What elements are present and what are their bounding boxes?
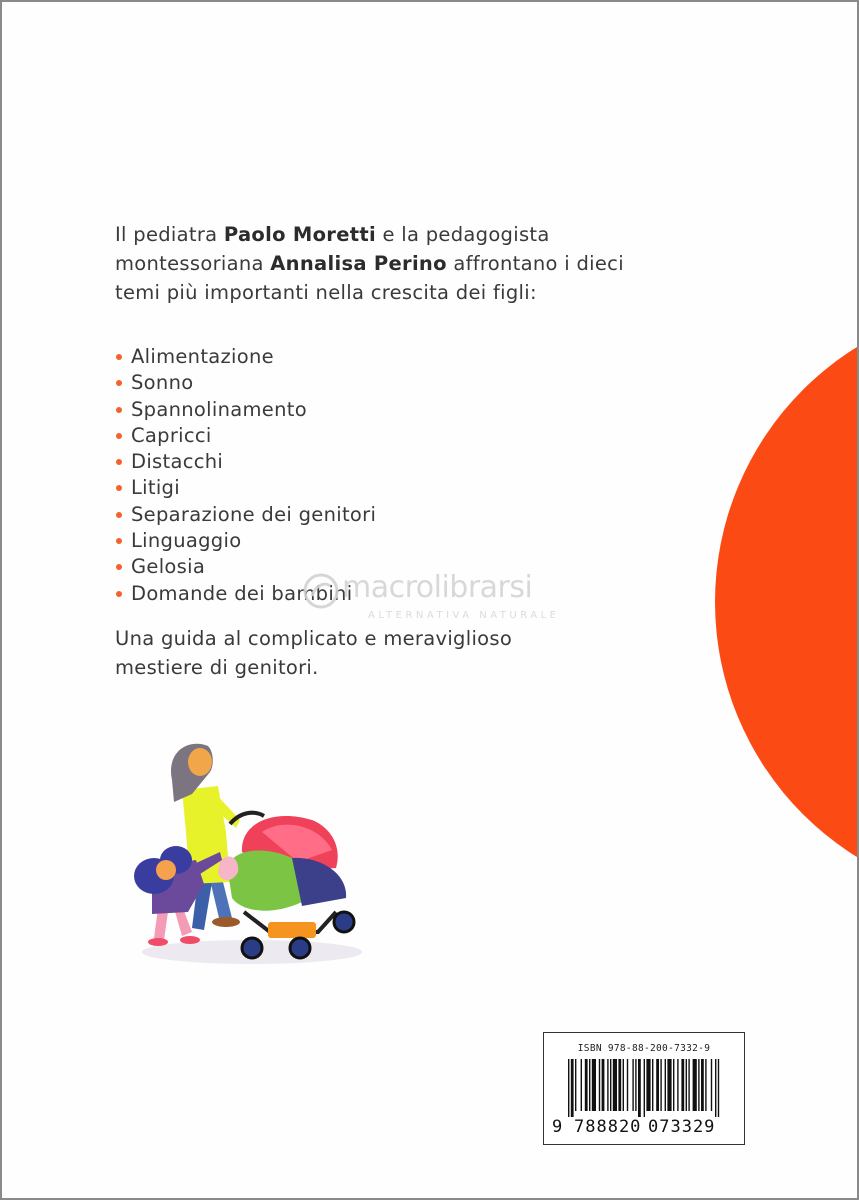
topic-item xyxy=(115,528,376,554)
topic-label: Spannolinamento xyxy=(131,397,307,421)
intro-text-3: affrontano i dieci temi più importanti nella crescita dei figli: xyxy=(115,252,624,304)
topic-item xyxy=(115,449,376,475)
mother-child-stroller-illustration xyxy=(122,732,372,972)
topic-label: Alimentazione xyxy=(131,345,274,368)
bullet-icon xyxy=(116,485,122,491)
topic-label: Distacchi xyxy=(131,450,224,474)
topic-label: Litigi xyxy=(131,476,180,500)
topic-label: Gelosia xyxy=(131,555,206,579)
watermark-logo-icon xyxy=(302,572,340,610)
topic-item xyxy=(115,502,376,528)
watermark-tagline: ALTERNATIVA NATURALE xyxy=(368,610,560,621)
intro-paragraph xyxy=(115,220,635,307)
topic-item xyxy=(115,475,376,501)
bullet-icon xyxy=(116,459,122,465)
bullet-icon xyxy=(116,538,122,544)
topic-item xyxy=(115,344,376,370)
bullet-icon xyxy=(116,591,122,597)
watermark-brand: macrolibrarsi xyxy=(342,570,533,605)
ean-first-digit: 9 xyxy=(552,1117,563,1137)
topic-label: Domande dei bambini xyxy=(131,581,353,605)
bullet-icon xyxy=(116,564,122,570)
author-name-1: Paolo Moretti xyxy=(223,223,376,246)
topic-item xyxy=(115,397,376,423)
bullet-icon xyxy=(116,512,122,518)
topic-item xyxy=(115,423,376,449)
isbn-label: ISBN 978-88-200-7332-9 xyxy=(577,1043,711,1054)
topic-label: Capricci xyxy=(131,423,212,447)
ean-right-group: 073329 xyxy=(648,1117,716,1137)
ean-left-group: 788820 xyxy=(574,1117,642,1137)
watermark xyxy=(298,570,598,630)
topic-label: Sonno xyxy=(131,371,194,395)
topics-list xyxy=(115,344,376,607)
barcode-bars xyxy=(568,1059,728,1117)
orange-half-circle xyxy=(715,302,859,902)
outro-paragraph: Una guida al complicato e meraviglioso mestiere di genitori. xyxy=(115,627,513,679)
author-name-2: Annalisa Perino xyxy=(270,252,447,275)
intro-text-2: e la pedagogista montessoriana xyxy=(115,223,550,275)
bullet-icon xyxy=(116,407,122,413)
topic-label: Separazione dei genitori xyxy=(131,502,377,526)
bullet-icon xyxy=(116,433,122,439)
bullet-icon xyxy=(116,354,122,360)
intro-text-1: Il pediatra xyxy=(115,223,224,246)
topic-item xyxy=(115,370,376,396)
bullet-icon xyxy=(116,380,122,386)
topic-label: Linguaggio xyxy=(131,529,242,553)
barcode-box xyxy=(543,1032,745,1145)
